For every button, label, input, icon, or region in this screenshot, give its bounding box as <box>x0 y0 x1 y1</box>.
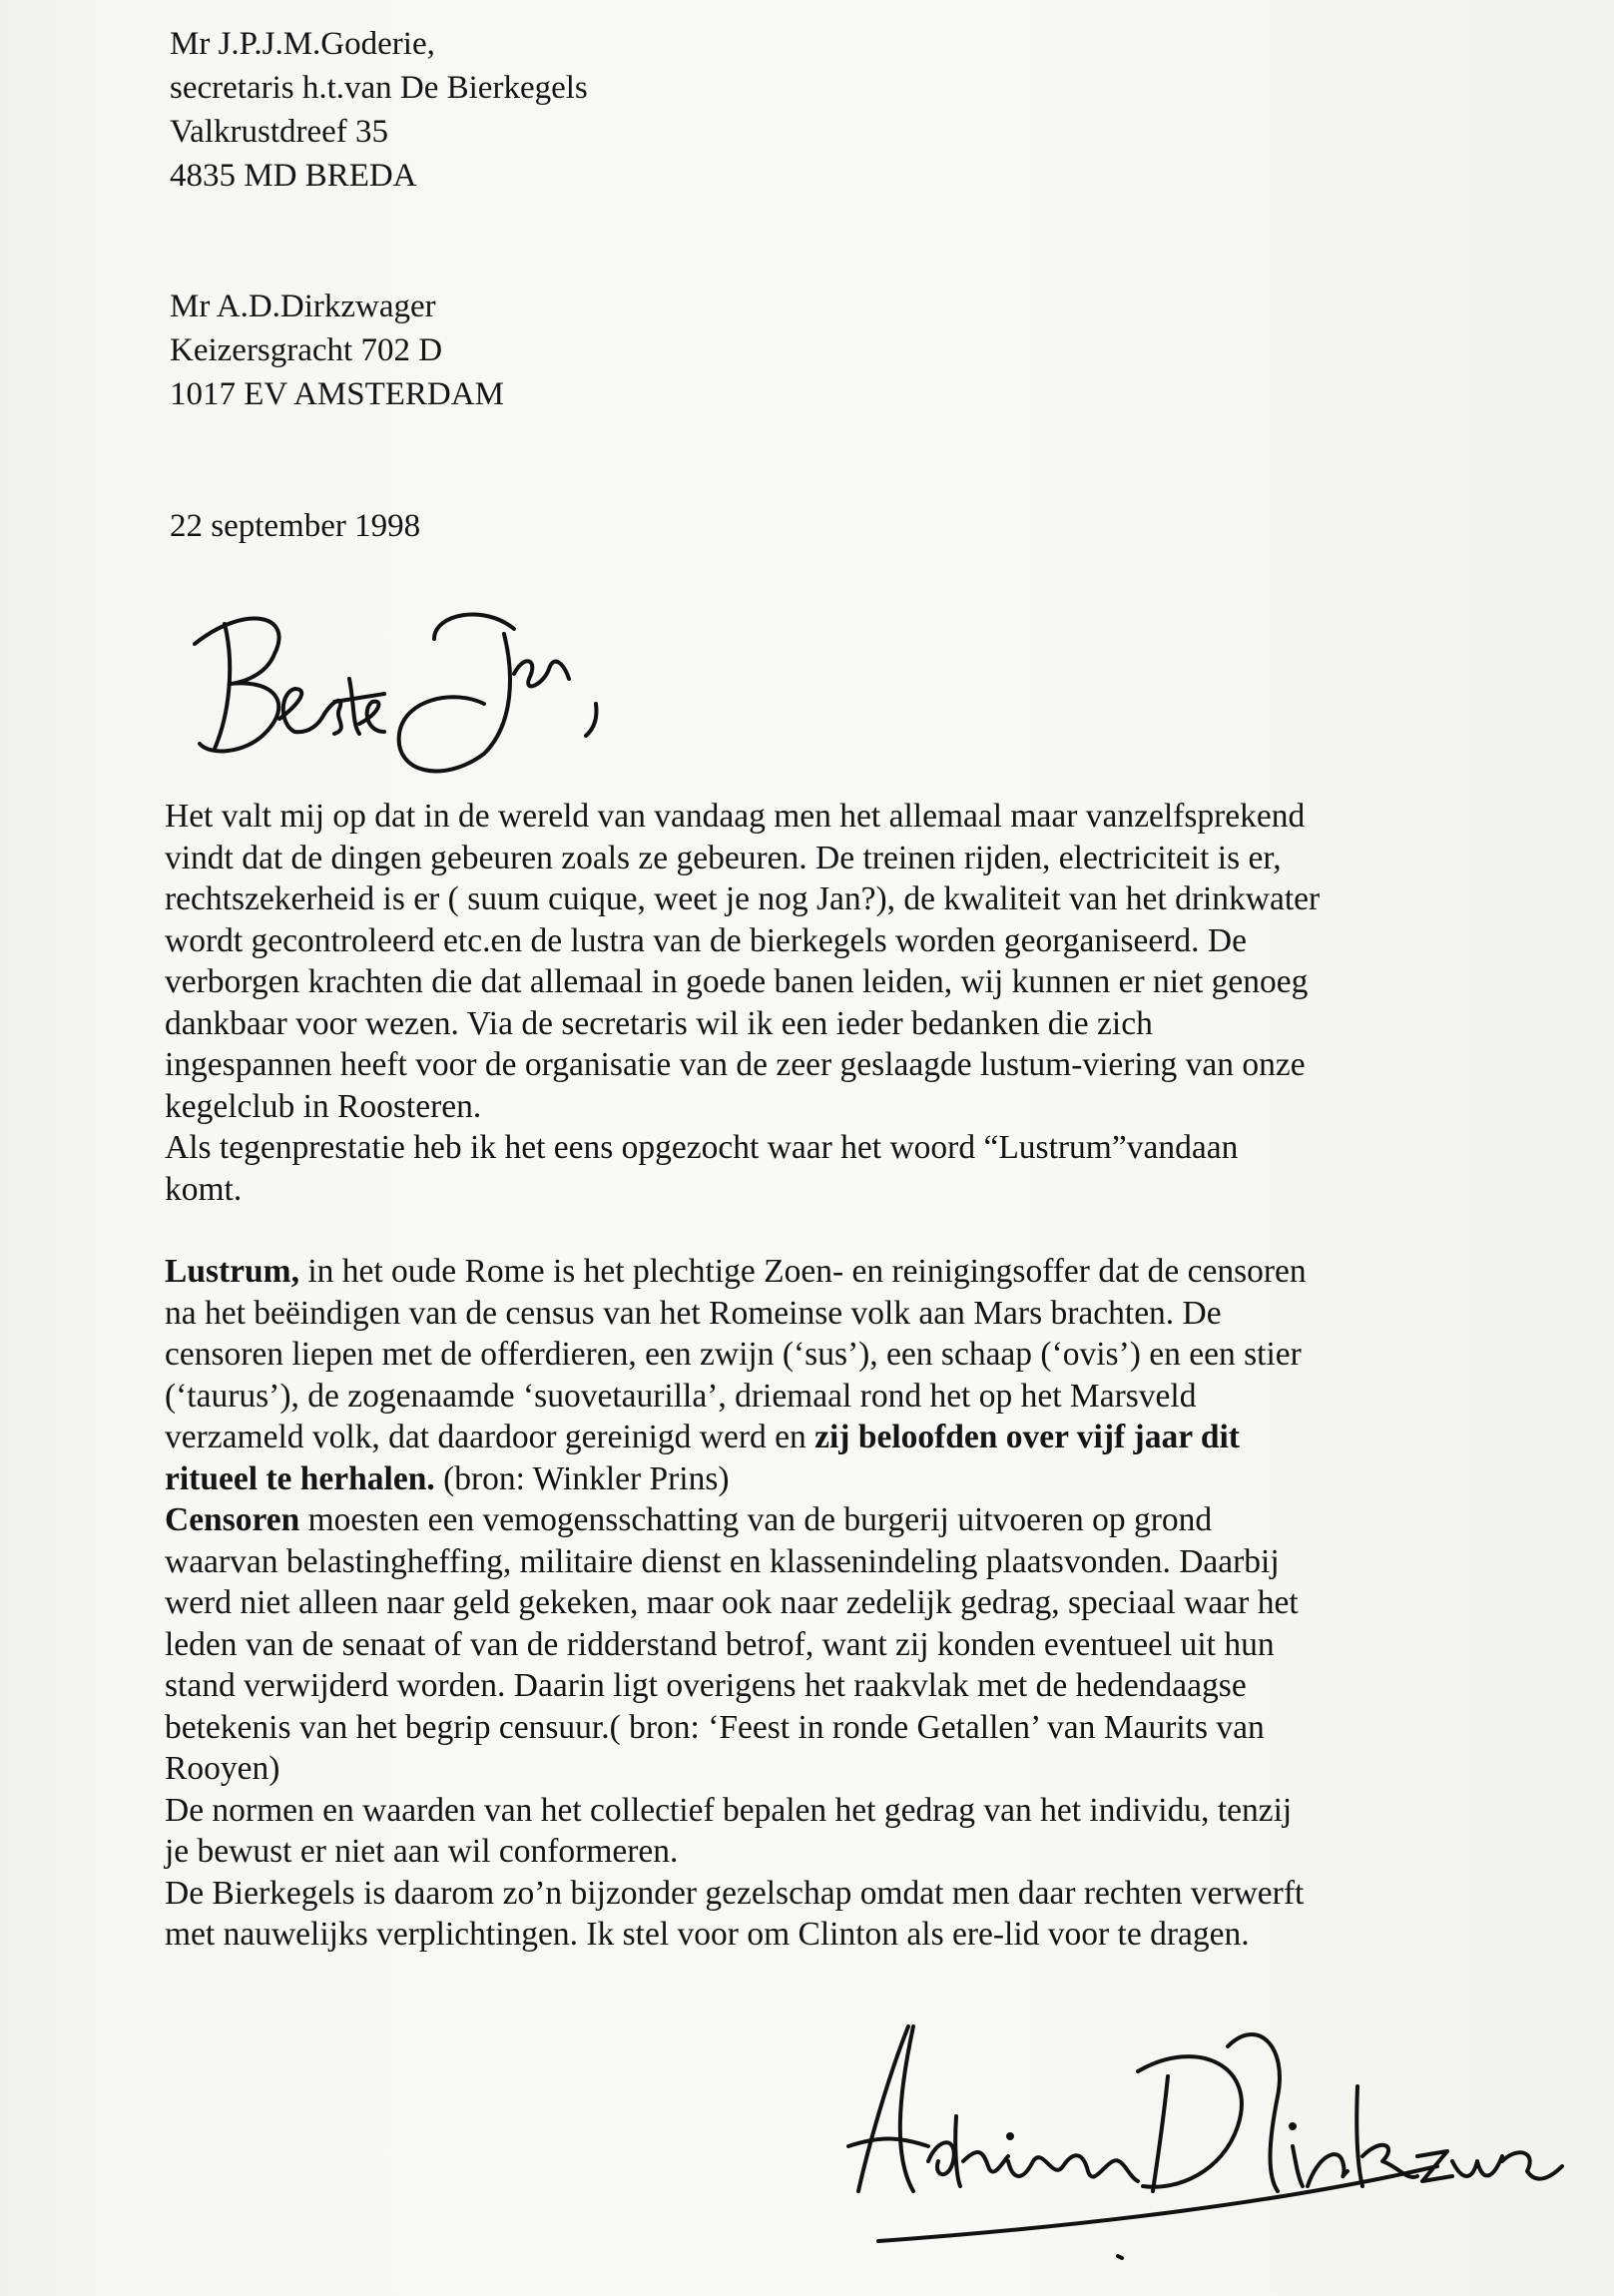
text-line: vindt dat de dingen gebeuren zoals ze gebeuren. De treinen rijden, electriciteit is er, <box>165 839 1282 876</box>
text-line: komt. <box>165 1170 243 1208</box>
text-line <box>165 1499 1462 1541</box>
recipient-address <box>170 285 504 416</box>
paragraph-lustrum <box>165 1251 1462 1499</box>
lustrum-line5-bold: zij beloofden over vijf jaar dit <box>814 1419 1240 1455</box>
recipient-name: Mr A.D.Dirkzwager <box>170 288 436 324</box>
text-line <box>165 1417 1462 1458</box>
text-line: stand verwijderd worden. Daarin ligt overigens het raakvlak met de hedendaagse <box>165 1667 1247 1704</box>
letter-date-block <box>170 504 420 548</box>
paragraph-intro <box>165 796 1462 1210</box>
text-line: De Bierkegels is daarom zo’n bijzonder gezelschap omdat men daar rechten verwerft <box>165 1874 1305 1912</box>
text-line: ingespannen heeft voor de organisatie van de zeer geslaagde lustum-viering van onze <box>165 1046 1306 1083</box>
text-line: Als tegenprestatie heb ik het eens opgezocht waar het woord “Lustrum”vandaan <box>165 1129 1239 1166</box>
letter-date: 22 september 1998 <box>170 508 421 544</box>
text-line: De normen en waarden van het collectief bepalen het gedrag van het individu, tenzij <box>165 1791 1293 1829</box>
lustrum-term: Lustrum, <box>165 1253 299 1290</box>
censoren-line1: moesten een vemogensschatting van de burgerij uitvoeren op grond <box>299 1501 1213 1538</box>
sender-street: Valkrustdreef 35 <box>170 114 389 150</box>
text-line: je bewust er niet aan wil conformeren. <box>165 1833 679 1870</box>
letter-body <box>165 796 1462 1956</box>
text-line: kegelclub in Roosteren. <box>165 1087 482 1125</box>
lustrum-line1: in het oude Rome is het plechtige Zoen- en reinigingsoffer dat de censoren <box>298 1253 1307 1290</box>
paragraph-closing <box>165 1790 1462 1956</box>
sender-role: secretaris h.t.van De Bierkegels <box>170 70 588 106</box>
text-line <box>165 1251 1462 1293</box>
recipient-city: 1017 EV AMSTERDAM <box>170 376 504 412</box>
lustrum-line5-start: verzameld volk, dat daardoor gereinigd werd en <box>165 1419 815 1455</box>
censoren-term: Censoren <box>165 1501 300 1538</box>
recipient-street: Keizersgracht 702 D <box>170 332 443 368</box>
text-line <box>165 1458 1462 1500</box>
text-line: na het beëindigen van de census van het Romeinse volk aan Mars brachten. De <box>165 1294 1222 1332</box>
lustrum-line6-rest: (bron: Winkler Prins) <box>434 1459 730 1497</box>
sender-name: Mr J.P.J.M.Goderie, <box>170 26 435 62</box>
text-line: verborgen krachten die dat allemaal in goede banen leiden, wij kunnen er niet genoeg <box>165 963 1309 1000</box>
text-line: leden van de senaat of van de ridderstand betrof, want zij konden eventueel uit hun <box>165 1625 1275 1663</box>
text-line: waarvan belastingheffing, militaire dienst en klassenindeling plaatsvonden. Daarbij <box>165 1542 1280 1580</box>
text-line: (‘taurus’), de zogenaamde ‘suovetaurilla’, driemaal rond het op het Marsveld <box>165 1377 1197 1415</box>
text-line: dankbaar voor wezen. Via de secretaris wil ik een ieder bedanken die zich <box>165 1004 1153 1042</box>
sender-address <box>170 22 588 198</box>
text-line: wordt gecontroleerd etc.en de lustra van de bierkegels worden georganiseerd. De <box>165 921 1247 959</box>
paragraph-censoren <box>165 1499 1462 1790</box>
text-line: met nauwelijks verplichtingen. Ik stel voor om Clinton als ere-lid voor te dragen. <box>165 1916 1250 1953</box>
text-line: censoren liepen met de offerdieren, een zwijn (‘sus’), een schaap (‘ovis’) en een stier <box>165 1336 1302 1373</box>
text-line: rechtszekerheid is er ( suum cuique, weet je nog Jan?), de kwaliteit van het drinkwater <box>165 880 1321 917</box>
handwritten-salutation <box>185 584 664 794</box>
text-line: Het valt mij op dat in de wereld van vandaag men het allemaal maar vanzelfsprekend <box>165 798 1306 835</box>
text-line: werd niet alleen naar geld gekeken, maar ook naar zedelijk gedrag, speciaal waar het <box>165 1584 1299 1621</box>
sender-city: 4835 MD BREDA <box>170 158 417 194</box>
text-line: betekenis van het begrip censuur.( bron: ‘Feest in ronde Getallen’ van Maurits van <box>165 1708 1265 1746</box>
text-line: Rooyen) <box>165 1750 280 1787</box>
lustrum-line6-bold: ritueel te herhalen. <box>165 1459 435 1497</box>
handwritten-signature <box>838 1987 1577 2276</box>
